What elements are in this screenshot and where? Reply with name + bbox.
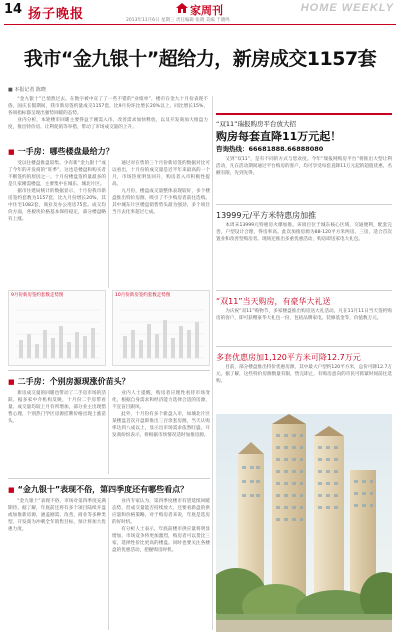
page-headline: 我市“金九银十”超给力，新房成交1157套 <box>23 48 377 70</box>
heading-double-eleven-gift: “双11”当天购房，有豪华大礼送 <box>216 297 331 306</box>
bullet-icon: ■ <box>8 148 15 156</box>
promo-body <box>216 156 392 200</box>
bullet-icon: ■ <box>8 378 15 386</box>
byline: ■ 本报记者 陈晓 <box>8 87 46 93</box>
promo-title: 购房每套直降11万元起！ <box>216 130 342 143</box>
section-heading-q4-outlook: ■ “金九银十”表现不俗，第四季度还有哪些看点？ <box>8 485 189 494</box>
section-body-q4-right <box>112 498 210 630</box>
body-special-offer <box>216 222 392 286</box>
section-body-new-homes-left <box>8 160 106 288</box>
section-body-resale-right <box>112 390 210 474</box>
date-line: 2013年11月6日 星期三 责任编辑 张晓 美编 于晓鸣 <box>126 18 230 23</box>
masthead-divider <box>4 24 396 25</box>
lead-paragraph-1: “金九银十”已悄然过去。在数字被中宣了了一些不错的“业绩单”，楼市在金九十月份表现不俗。国庆长假期间，我市新房签约量成交1157套，比9月份环比增长20%以上，同比增长15%，各项指标都呈现出强势回暖的态势。 <box>8 97 208 116</box>
house-icon <box>176 3 188 13</box>
paragraph: 又到“双11”，是有不同的方式与您欢度。今年“瑞报网购房平台”将推出大型让利活动，凡在活动期间通过平台购房的客户，均可享受每套直降11万元起的超值优惠，名额有限，先到先得。 <box>216 157 392 176</box>
paragraph: 新房成交量的回暖也带动了二手房市场的活跃。据多家中介机构反映，十月份二手房带看量、成交量均较上月有所增加，部分业主出现惜售心理，个别热门学区房源挂牌价格出现上涨苗头。 <box>8 391 106 424</box>
promo-label: “双11”瑞报购房平台放大招 <box>216 120 297 128</box>
paragraph: 九月份，楼盘成交量整体表现较好，多个楼盘推出特价房源，吸引了不少购房者前往选购。其中城东片区楼盘销售势头最为强劲，多个项目当月去化率超过七成。 <box>112 189 210 215</box>
paragraph: 业内人士提醒，购房者应理性看待市场变化，根据自身需求和经济能力选择合适的房源，不宜盲目跟风。 <box>112 391 210 410</box>
paragraph: 为庆祝“双11”购物节，多家楼盘推出购房送大礼活动。凡在11月11日当天签约购房的客户，即可获赠豪华大礼包一份，包括品牌家电、装修基金等，价值数万元。 <box>216 309 392 321</box>
section-body-resale-left <box>8 390 106 474</box>
paragraph: 据市住建局统计的数据显示，十月份我市新房签约套数为1157套，比九月份增长20%，其中住宅1082套，商业及办公用房75套。成交均价方面，各板块价格基本保持稳定，部分楼盘略有上涨。 <box>8 189 106 222</box>
chart-title: 9月份新房签约套数走势图 <box>11 293 64 298</box>
promo-phone: 咨询热线：66681888.66888080 <box>216 145 324 153</box>
paragraph: 通过对在售的三个月份新房签约数据对比可以看出，十月份的成交量是近半年来最高的一个月，市场热度明显回升，购房者入市积极性提高。 <box>112 161 210 187</box>
paragraph: 受以往楼盘推盘较集、少有新“金九银十”成了今年的开发商的“旺季”，这也是楼盘和购买者不断签约的原因之一。十月份楼盘签约量最多的是几家刚需楼盘，主要集中在城东、城北片区。 <box>8 161 106 187</box>
page-number: 14 <box>4 2 23 17</box>
chart-september-signings <box>8 290 106 366</box>
paragraph: 此外，十月份有多个新盘入市，如城北片区某楼盘首次开盘即推出三百余套房源，当天认购率达到八成以上，显示出市场需求依然旺盛。开发商纷纷表示，将根据市场情况适时加推房源。 <box>112 412 210 438</box>
masthead <box>0 0 400 26</box>
heading-discount-units: 多套优惠房加1,120平方米可降12.7万元 <box>216 353 361 362</box>
body-discount-units <box>216 364 392 412</box>
paragraph: 本周末13999元特惠房火爆加推。该项目位于城东核心区域，交通便利，配套完善，户型设计合理，得房率高。此次加推房源为88-120平方米两房、三房，适合首次置业和改善型购房者。现场还推出多重优惠活动，购房即送家电大礼包。 <box>216 223 392 242</box>
lead-paragraph-2: 业内分析，本轮楼市回暖主要得益于刚需入市、改善需求加快释放，以及开发商加大推盘力度，推出特价房、让利促销等举措，带动了市场成交量的上升。 <box>8 118 208 130</box>
paragraph: 业内专家认为，第四季度楼市有望延续回暖态势，但成交量能否持续放大，还要看新盘的供应量和价格策略。对于购房者来说，年底是选房的好时机。 <box>112 499 210 525</box>
chart-placeholder-graphic <box>9 300 105 366</box>
chart-placeholder-graphic <box>113 300 209 366</box>
heading-special-offer: 13999元/平方米特惠房加推 <box>216 211 317 220</box>
section-title: 家周刊 <box>190 4 223 17</box>
section-divider <box>216 346 392 347</box>
column-divider <box>108 498 109 630</box>
section-divider <box>216 290 392 291</box>
section-english-title: HOME WEEKLY <box>300 2 394 14</box>
section-divider <box>216 204 392 205</box>
section-body-q4-left <box>8 498 106 630</box>
bullet-icon: ■ <box>8 486 15 494</box>
chart-title: 10月份新房签约套数走势图 <box>115 293 171 298</box>
paragraph: “金九银十”表现不俗，市场对第四季度充满期待。据了解，年底前还将有多个项目陆续开盘或加推新房源，涵盖刚需、改善、商业等多种类型。开发商为冲刺全年销售目标，预计将加大优惠力度。 <box>8 499 106 532</box>
body-double-eleven-gift <box>216 308 392 344</box>
page-column-divider <box>212 96 213 630</box>
lead-paragraph <box>8 96 208 144</box>
residential-buildings-photo <box>216 414 392 632</box>
section-divider <box>8 370 210 371</box>
paragraph: 目前，部分楼盘推出特价优惠房源，其中最大户型约120平方米，总价可降12.7万元。据了解，这些特价房源数量有限，售完即止，有购房意向的市民可抓紧时间前往选购。 <box>216 365 392 384</box>
section-heading-new-homes: ■ 一手房：哪些楼盘最给力？ <box>8 147 114 156</box>
chart-october-signings <box>112 290 210 366</box>
section-body-new-homes-right <box>112 160 210 288</box>
section-heading-resale: ■ 二手房：个别房源现涨价苗头？ <box>8 377 130 386</box>
section-divider <box>8 478 210 479</box>
paragraph: 有分析人士表示，年底前楼市供应量将明显增加，市场竞争将更加激烈，购房者可以货比三家，选择性价比更高的楼盘。同时也要关注各楼盘的优惠活动，把握购房时机。 <box>112 527 210 553</box>
newspaper-logo: 扬子晚报 <box>28 7 85 22</box>
column-divider <box>108 390 109 474</box>
column-divider <box>108 160 109 288</box>
